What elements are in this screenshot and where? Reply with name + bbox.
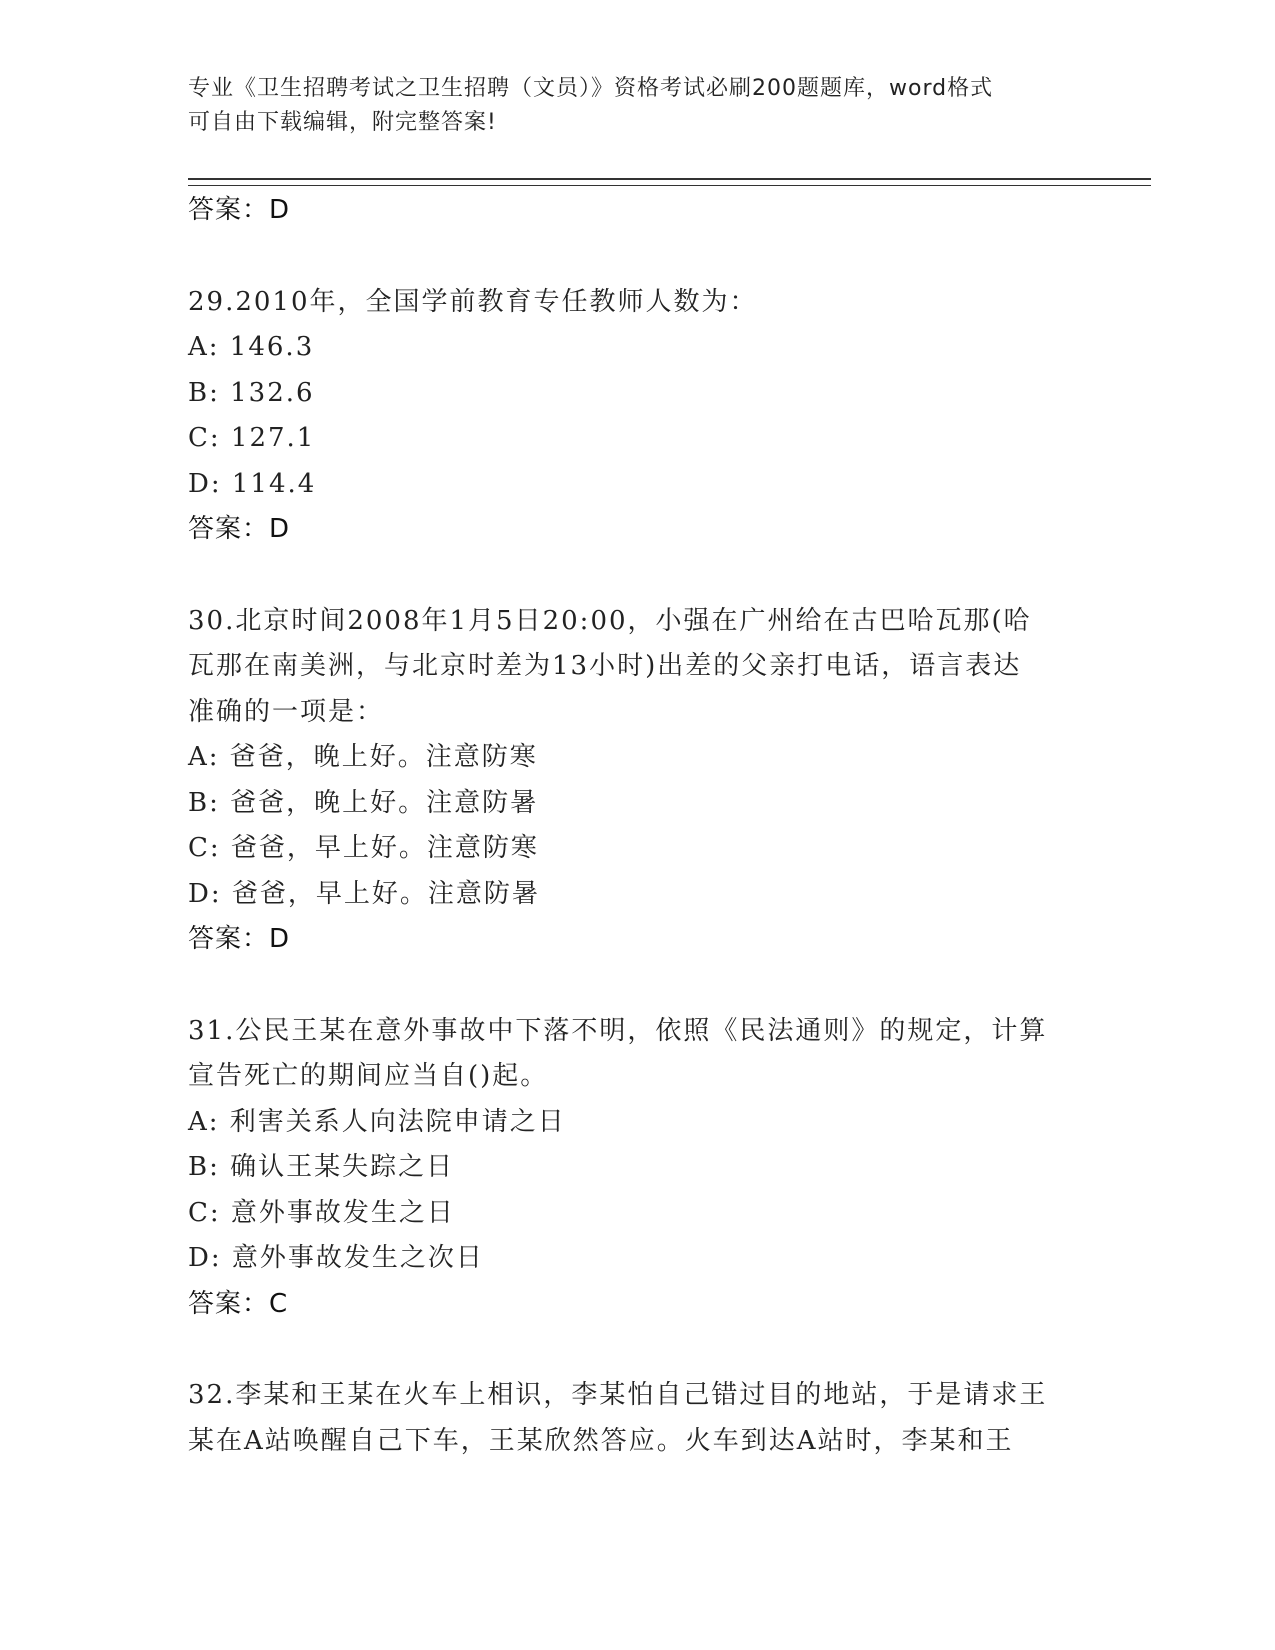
answer-line: 答案：D xyxy=(188,514,291,544)
page-header xyxy=(188,72,1088,140)
option-d: D: 意外事故发生之次日 xyxy=(188,1243,484,1273)
question-stem: 29.2010年，全国学前教育专任教师人数为： xyxy=(188,286,758,317)
option-c: C: 127.1 xyxy=(188,423,316,453)
header-divider xyxy=(188,178,1151,186)
option-c: C: 爸爸，早上好。注意防寒 xyxy=(188,833,539,863)
option-b: B: 132.6 xyxy=(188,377,315,408)
question-stem: 30.北京时间2008年1月5日20:00，小强在广州给在古巴哈瓦那(哈 xyxy=(188,605,1032,636)
option-b: B: 爸爸，晚上好。注意防暑 xyxy=(188,787,539,818)
answer-line: 答案：D xyxy=(188,195,291,225)
spacer xyxy=(188,963,1148,1009)
question-32 xyxy=(188,1373,1148,1464)
spacer xyxy=(188,234,1148,280)
question-stem: 瓦那在南美洲，与北京时差为13小时)出差的父亲打电话，语言表达 xyxy=(188,651,1022,681)
spacer xyxy=(188,1327,1148,1373)
question-stem: 宣告死亡的期间应当自()起。 xyxy=(188,1061,549,1091)
header-line-1: 专业《卫生招聘考试之卫生招聘（文员）》资格考试必刷200题题库，word格式 xyxy=(188,76,994,101)
option-d: D: 114.4 xyxy=(188,468,317,499)
header-line-2: 可自由下载编辑，附完整答案! xyxy=(188,110,497,135)
option-a: A: 利害关系人向法院申请之日 xyxy=(188,1106,566,1137)
spacer xyxy=(188,553,1148,599)
question-content xyxy=(188,188,1148,1464)
question-stem: 31.公民王某在意外事故中下落不明，依照《民法通则》的规定，计算 xyxy=(188,1015,1048,1046)
question-stem: 准确的一项是： xyxy=(188,696,385,727)
answer-line: 答案：D xyxy=(188,924,291,954)
option-c: C: 意外事故发生之日 xyxy=(188,1197,455,1228)
question-29 xyxy=(188,280,1148,553)
option-a: A: 146.3 xyxy=(188,332,315,362)
option-d: D: 爸爸，早上好。注意防暑 xyxy=(188,878,540,909)
answer-line: 答案：C xyxy=(188,1288,289,1319)
question-stem: 某在A站唤醒自己下车，王某欣然答应。火车到达A站时，李某和王 xyxy=(188,1425,1014,1456)
question-30 xyxy=(188,599,1148,963)
option-b: B: 确认王某失踪之日 xyxy=(188,1152,455,1182)
question-31 xyxy=(188,1009,1148,1328)
question-stem: 32.李某和王某在火车上相识，李某怕自己错过目的地站，于是请求王 xyxy=(188,1380,1048,1410)
option-a: A: 爸爸，晚上好。注意防寒 xyxy=(188,742,538,772)
